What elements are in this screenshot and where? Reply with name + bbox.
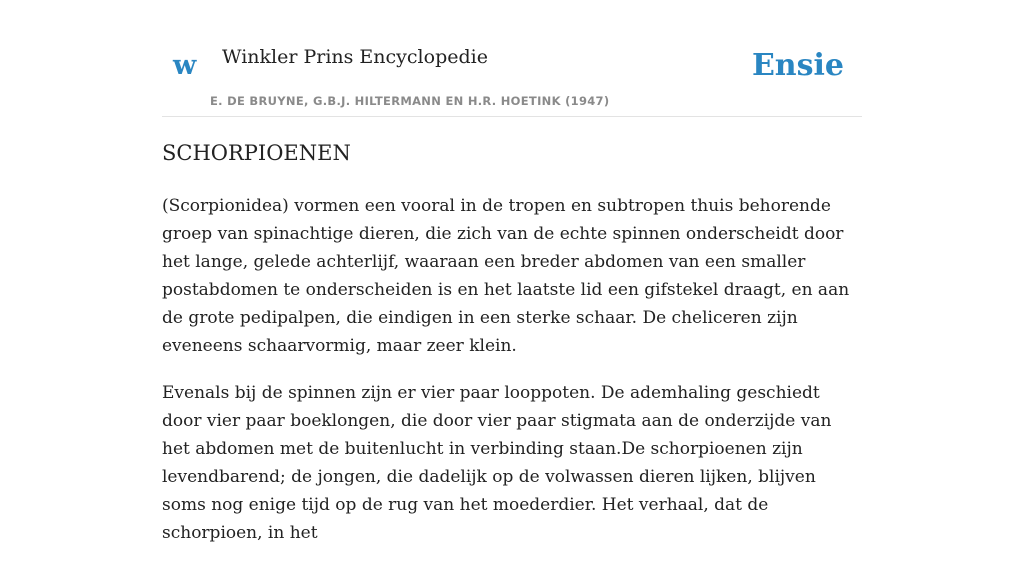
- winkler-prins-logo[interactable]: w: [173, 50, 197, 81]
- article-title: SCHORPIOENEN: [162, 141, 351, 165]
- ensie-brand-logo[interactable]: Ensie: [751, 48, 844, 83]
- source-authors: E. DE BRUYNE, G.B.J. HILTERMANN EN H.R. HOETINK (1947): [210, 94, 610, 108]
- article-paragraph-2: Evenals bij de spinnen zijn er vier paar looppoten. De ademhaling geschiedt door vier paar boeklongen, die door vier paar stigmata aan de onderzijde van het abdomen met de buitenlucht in verbinding staan.De schorpioenen zijn levendbarend; de jongen, die dadelijk op de volwassen dieren lijken, blijven soms nog enige tijd op de rug van het moederdier. Het verhaal, dat de schorpioen, in het: [162, 383, 832, 543]
- source-title-link[interactable]: Winkler Prins Encyclopedie: [222, 46, 488, 68]
- site-header: [162, 0, 862, 117]
- article-body: [162, 192, 862, 566]
- article-paragraph-1: (Scorpionidea) vormen een vooral in de tropen en subtropen thuis behorende groep van spinachtige dieren, die zich van de echte spinnen onderscheidt door het lange, gelede achterlijf, waaraan een breder abdomen van een smaller postabdomen te onderscheiden is en het laatste lid een gifstekel draagt, en aan de grote pedipalpen, die eindigen in een sterke schaar. De cheliceren zijn eveneens schaarvormig, maar zeer klein.: [162, 196, 850, 356]
